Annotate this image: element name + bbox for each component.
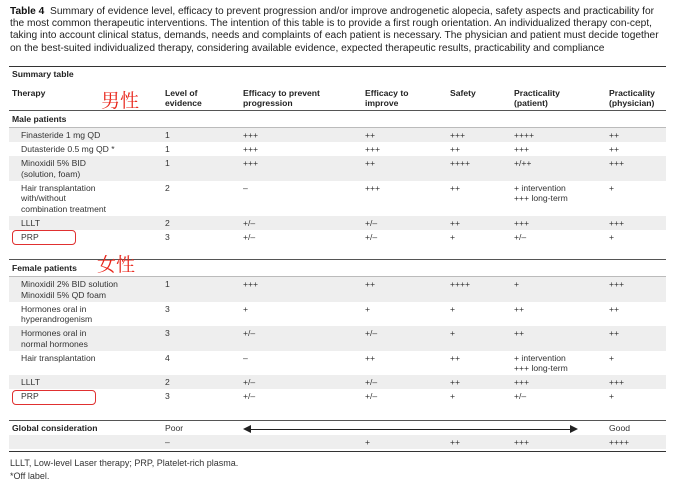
header-improve-line2: improve [365, 98, 399, 108]
global-level: – [165, 437, 170, 447]
female-efficacy-improve: +/– [365, 328, 378, 338]
male-practicality-physician: + [609, 231, 615, 242]
table-bottom-rule [9, 451, 666, 452]
male-practicality-patient: +/++ [514, 158, 532, 168]
male-practicality-patient: +++ long-term [514, 193, 568, 203]
male-efficacy-prevent: +++ [243, 130, 259, 140]
table-caption [10, 6, 670, 55]
header-level-line2: evidence [165, 98, 202, 108]
female-therapy-name: normal hormones [21, 338, 88, 349]
female-practicality-patient: +/– [514, 391, 527, 401]
female-therapy-name: Minoxidil 2% BID solution [21, 279, 118, 289]
header-pract-patient-line2: (patient) [514, 98, 548, 108]
female-row [9, 326, 666, 351]
male-row [9, 156, 666, 181]
female-therapy-name: LLLT [21, 377, 40, 387]
female-practicality-physician: + [609, 391, 615, 401]
male-therapy-name: Dutasteride 0.5 mg QD * [21, 144, 115, 154]
male-section-rule [9, 127, 666, 128]
male-practicality-patient: ++++ [514, 130, 535, 140]
table-top-rule [9, 66, 666, 67]
female-efficacy-prevent: – [243, 352, 248, 363]
global-poor: Poor [165, 423, 184, 433]
male-therapy-name: Finasteride 1 mg QD [21, 130, 101, 140]
female-efficacy-improve: +/– [365, 377, 378, 387]
female-level: 3 [165, 328, 170, 338]
female-therapy-name: Minoxidil 5% QD foam [21, 289, 107, 300]
female-safety: + [450, 328, 456, 338]
female-annotation: 女性 [97, 254, 136, 276]
female-efficacy-prevent: +/– [243, 391, 256, 401]
female-row [9, 389, 666, 403]
male-practicality-patient: +++ [514, 217, 530, 228]
global-row-2 [9, 435, 666, 449]
female-therapy-name: Hormones oral in [21, 328, 87, 338]
female-efficacy-improve: +/– [365, 391, 378, 401]
male-row [9, 216, 666, 230]
female-safety: + [450, 303, 456, 314]
summary-table [9, 66, 666, 453]
male-therapy-name: Hair transplantation [21, 182, 96, 193]
female-efficacy-prevent: +/– [243, 377, 256, 387]
male-efficacy-improve: +++ [365, 182, 381, 193]
female-practicality-physician: + [609, 352, 615, 363]
male-row [9, 128, 666, 142]
female-therapy-name: Hair transplantation [21, 352, 96, 363]
male-efficacy-improve: +/– [365, 231, 378, 242]
header-prevent-line1: Efficacy to prevent [243, 88, 320, 98]
female-safety: ++ [450, 352, 461, 363]
global-patient: +++ [514, 437, 530, 447]
female-safety: ++++ [450, 279, 471, 289]
female-level: 3 [165, 303, 170, 314]
poor-to-good-arrow [249, 429, 572, 430]
header-therapy: Therapy [12, 88, 46, 98]
female-row [9, 375, 666, 389]
male-safety: ++ [450, 144, 461, 154]
male-efficacy-improve: ++ [365, 130, 376, 140]
male-practicality-physician: ++ [609, 144, 620, 154]
male-level: 1 [165, 144, 170, 154]
male-therapy-name: with/without [21, 193, 66, 203]
male-level: 2 [165, 182, 170, 193]
section-female: Female patients [12, 263, 77, 273]
female-safety: + [450, 391, 456, 401]
section-global: Global consideration [12, 423, 98, 433]
female-practicality-patient: ++ [514, 303, 525, 314]
male-safety: ++++ [450, 158, 471, 168]
female-efficacy-improve: ++ [365, 352, 376, 363]
header-level-line1: Level of [165, 88, 198, 98]
female-safety: ++ [450, 377, 461, 387]
caption-text: Summary of evidence level, efficacy to prevent progression and/or improve androgenetic alopecia, safety aspects and practicability for the most common therapeutic interventions. The intention of this table is to provide a first rough orientation. An individualized therapy con-cept, taking into account clinical status, demands, needs and complaints of each patient is necessary. The physician and patient must decide together on the best-suited individualized therapy, considering available evidence, expected therapeutic results, practicability and compliance [10, 6, 659, 54]
male-therapy-name: PRP [21, 231, 39, 242]
male-level: 3 [165, 231, 170, 242]
female-efficacy-improve: + [365, 303, 371, 314]
female-therapy-name: Hormones oral in [21, 303, 87, 314]
male-level: 2 [165, 217, 170, 228]
male-efficacy-improve: +++ [365, 144, 381, 154]
male-practicality-patient: + intervention [514, 182, 566, 193]
footnote-abbreviations: LLLT, Low-level Laser therapy; PRP, Platelet-rich plasma. [10, 458, 239, 468]
male-efficacy-prevent: – [243, 182, 248, 193]
female-practicality-physician: ++ [609, 328, 620, 338]
male-level: 1 [165, 130, 170, 140]
female-efficacy-prevent: +/– [243, 328, 256, 338]
male-therapy-name: Minoxidil 5% BID [21, 158, 86, 168]
female-therapy-name: PRP [21, 391, 39, 401]
male-efficacy-improve: ++ [365, 158, 376, 168]
global-physician: ++++ [609, 437, 630, 447]
male-efficacy-prevent: +++ [243, 144, 259, 154]
male-efficacy-improve: +/– [365, 217, 378, 228]
table-title: Summary table [12, 69, 74, 79]
female-row [9, 302, 666, 327]
female-efficacy-prevent: + [243, 303, 249, 314]
female-practicality-patient: +++ long-term [514, 363, 568, 373]
header-pract-patient-line1: Practicality [514, 88, 560, 98]
female-efficacy-improve: ++ [365, 279, 376, 289]
female-level: 2 [165, 377, 170, 387]
male-practicality-patient: +/– [514, 231, 527, 242]
male-row [9, 230, 666, 244]
caption-label: Table 4 [10, 6, 45, 17]
female-practicality-physician: ++ [609, 303, 620, 314]
male-safety: +++ [450, 130, 466, 140]
female-practicality-patient: + [514, 279, 520, 289]
female-practicality-patient: ++ [514, 328, 525, 338]
male-practicality-physician: + [609, 182, 615, 193]
female-level: 4 [165, 352, 170, 363]
male-practicality-physician: ++ [609, 130, 620, 140]
female-practicality-patient: +++ [514, 377, 530, 387]
male-efficacy-prevent: +/– [243, 217, 256, 228]
female-practicality-physician: +++ [609, 377, 625, 387]
male-therapy-name: combination treatment [21, 203, 107, 214]
male-safety: ++ [450, 182, 461, 193]
male-therapy-name: LLLT [21, 217, 40, 228]
male-efficacy-prevent: +++ [243, 158, 259, 168]
header-safety: Safety [450, 88, 476, 98]
male-practicality-patient: +++ [514, 144, 530, 154]
male-therapy-name: (solution, foam) [21, 168, 81, 179]
global-good: Good [609, 423, 631, 433]
male-safety: ++ [450, 217, 461, 228]
male-efficacy-prevent: +/– [243, 231, 256, 242]
female-level: 3 [165, 391, 170, 401]
global-top-rule [9, 420, 666, 421]
header-pract-physician-line2: (physician) [609, 98, 655, 108]
female-level: 1 [165, 279, 170, 289]
header-prevent-line2: progression [243, 98, 293, 108]
footnote-off-label: *Off label. [10, 471, 50, 481]
male-practicality-physician: +++ [609, 158, 625, 168]
female-practicality-physician: +++ [609, 279, 625, 289]
header-improve-line1: Efficacy to [365, 88, 409, 98]
arrow-right-icon [570, 425, 578, 433]
section-male: Male patients [12, 114, 67, 124]
male-annotation: 男性 [101, 90, 140, 112]
female-therapy-name: hyperandrogenism [21, 314, 93, 324]
male-level: 1 [165, 158, 170, 168]
female-efficacy-prevent: +++ [243, 279, 259, 289]
female-practicality-patient: + intervention [514, 352, 566, 363]
male-practicality-physician: +++ [609, 217, 625, 228]
global-improve: + [365, 437, 371, 447]
male-safety: + [450, 231, 456, 242]
global-safety: ++ [450, 437, 461, 447]
header-pract-physician-line1: Practicality [609, 88, 655, 98]
